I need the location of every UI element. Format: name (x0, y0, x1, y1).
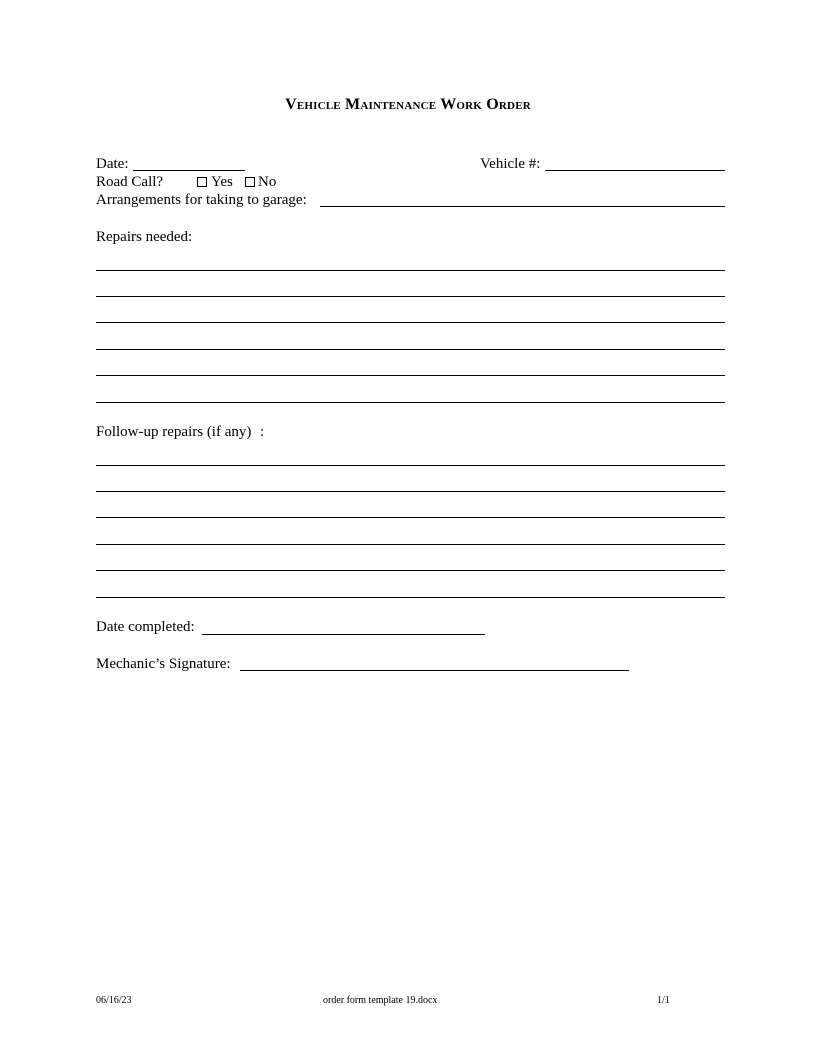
footer-filename: order form template 19.docx (323, 995, 438, 1006)
followup-line[interactable] (96, 570, 725, 571)
followup-line[interactable] (96, 491, 725, 492)
road-call-no-checkbox[interactable] (245, 177, 255, 187)
road-call-yes-label: Yes (211, 174, 233, 190)
date-completed-field[interactable] (202, 634, 485, 635)
repairs-line[interactable] (96, 402, 725, 403)
repairs-line[interactable] (96, 349, 725, 350)
arrangements-field[interactable] (320, 206, 725, 207)
followup-repairs-colon: : (260, 424, 265, 440)
road-call-no-label: No (258, 174, 277, 190)
repairs-line[interactable] (96, 296, 725, 297)
followup-line[interactable] (96, 517, 725, 518)
repairs-line[interactable] (96, 322, 725, 323)
followup-line[interactable] (96, 597, 725, 598)
vehicle-number-field[interactable] (545, 170, 725, 171)
repairs-needed-label: Repairs needed: (96, 229, 193, 245)
repairs-line[interactable] (96, 375, 725, 376)
road-call-label: Road Call? (96, 174, 164, 190)
followup-repairs-label: Follow-up repairs (if any) (96, 424, 252, 440)
footer-page-number: 1/1 (657, 995, 670, 1006)
mechanic-signature-field[interactable] (240, 670, 629, 671)
date-label: Date: (96, 156, 129, 172)
page-title: Vehicle Maintenance Work Order (285, 96, 531, 113)
followup-line[interactable] (96, 465, 725, 466)
footer-date: 06/16/23 (96, 995, 132, 1006)
date-completed-label: Date completed: (96, 619, 195, 635)
repairs-line[interactable] (96, 270, 725, 271)
arrangements-label: Arrangements for taking to garage: (96, 192, 307, 208)
vehicle-number-label: Vehicle #: (480, 156, 541, 172)
followup-line[interactable] (96, 544, 725, 545)
road-call-yes-checkbox[interactable] (197, 177, 207, 187)
mechanic-signature-label: Mechanic’s Signature: (96, 656, 231, 672)
date-field[interactable] (133, 170, 245, 171)
